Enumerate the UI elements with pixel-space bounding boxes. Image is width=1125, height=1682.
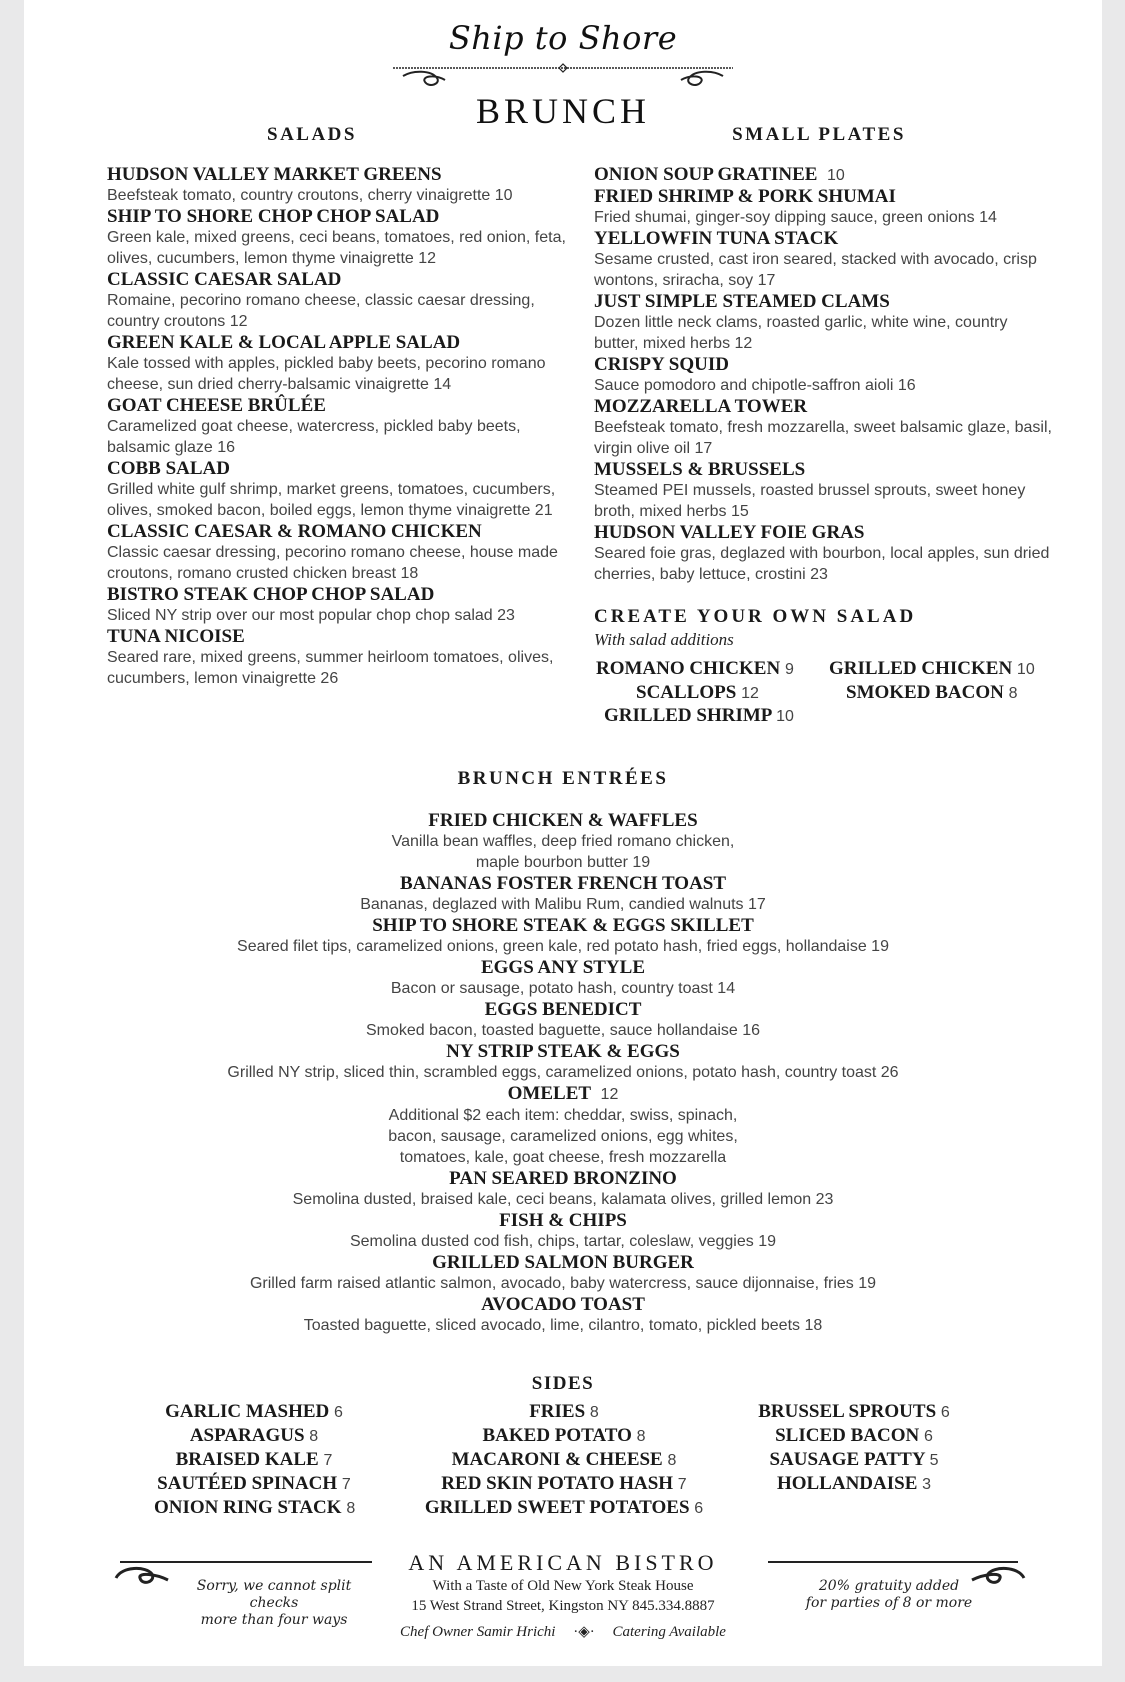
item-description: Toasted baguette, sliced avocado, lime, cilantro, tomato, pickled beets 18 — [303, 1317, 823, 1334]
item-description: Smoked bacon, toasted baguette, sauce hollandaise 16 — [365, 1022, 761, 1039]
item-description: Romaine, pecorino romano cheese, classic caesar dressing, country croutons 12 — [107, 292, 535, 330]
side-item: RED SKIN POTATO HASH 7 — [441, 1473, 687, 1494]
salad-addition: GRILLED CHICKEN 10 — [829, 658, 1035, 679]
item-name: NY STRIP STEAK & EGGS — [446, 1041, 680, 1062]
item-description: Bananas, deglazed with Malibu Rum, candied walnuts 17 — [360, 896, 766, 913]
side-item: GRILLED SWEET POTATOES 6 — [424, 1497, 704, 1518]
item-description: Grilled NY strip, sliced thin, scrambled eggs, caramelized onions, potato hash, country toast 26 — [227, 1064, 899, 1081]
item-description: Green kale, mixed greens, ceci beans, tomatoes, red onion, feta, olives, cucumbers, lemon thyme vinaigrette 12 — [107, 229, 566, 267]
item-description: Classic caesar dressing, pecorino romano cheese, house made croutons, romano crusted chicken breast 18 — [107, 544, 558, 582]
small-plates-heading: SMALL PLATES — [732, 124, 906, 145]
item-name: EGGS BENEDICT — [484, 999, 642, 1020]
small-plates-column — [594, 124, 1054, 585]
menu-item — [594, 459, 1054, 522]
menu-item — [107, 458, 577, 521]
catering-note: Catering Available — [612, 1624, 726, 1640]
item-name: COBB SALAD — [107, 458, 230, 479]
item-name: HUDSON VALLEY MARKET GREENS — [107, 164, 442, 185]
item-name: PAN SEARED BRONZINO — [449, 1168, 677, 1189]
side-item: BRUSSEL SPROUTS 6 — [758, 1401, 950, 1422]
entrees-list — [24, 810, 1102, 1336]
sides-column — [414, 1400, 714, 1520]
menu-item — [24, 1168, 1102, 1210]
item-description: Additional $2 each item: cheddar, swiss, spinach, — [388, 1107, 738, 1124]
sides-heading-wrap — [24, 1373, 1102, 1395]
item-name: CLASSIC CAESAR & ROMANO CHICKEN — [107, 521, 482, 542]
salad-addition: ROMANO CHICKEN 9 — [596, 658, 794, 679]
item-description: Seared rare, mixed greens, summer heirloom tomatoes, olives, cucumbers, lemon vinaigrette 26 — [107, 649, 554, 687]
item-description: Seared filet tips, caramelized onions, green kale, red potato hash, fried eggs, hollandaise 19 — [237, 938, 889, 955]
menu-item — [24, 1252, 1102, 1294]
menu-item — [107, 332, 577, 395]
chef-credit: Chef Owner Samir Hrichi — [400, 1624, 556, 1640]
item-description: Dozen little neck clams, roasted garlic, white wine, country butter, mixed herbs 12 — [594, 314, 1008, 352]
item-description: Beefsteak tomato, fresh mozzarella, sweet balsamic glaze, basil, virgin olive oil 17 — [594, 419, 1052, 457]
item-name: GRILLED SALMON BURGER — [432, 1252, 694, 1273]
item-name: AVOCADO TOAST — [481, 1294, 645, 1315]
salads-column — [107, 124, 577, 689]
entrees-heading: BRUNCH ENTRÉES — [457, 768, 669, 789]
entrees-heading-wrap — [24, 768, 1102, 790]
item-description: Grilled farm raised atlantic salmon, avocado, baby watercress, sauce dijonnaise, fries 19 — [249, 1275, 877, 1292]
side-item: ASPARAGUS 8 — [189, 1425, 319, 1446]
item-name: GREEN KALE & LOCAL APPLE SALAD — [107, 332, 461, 353]
side-item: SAUTÉED SPINACH 7 — [157, 1473, 351, 1494]
menu-item — [24, 999, 1102, 1041]
item-price: 12 — [600, 1086, 619, 1103]
salads-heading: SALADS — [267, 124, 357, 145]
item-name: MOZZARELLA TOWER — [594, 396, 808, 417]
menu-title: BRUNCH — [475, 91, 651, 131]
item-description: Steamed PEI mussels, roasted brussel sprouts, sweet honey broth, mixed herbs 15 — [594, 482, 1026, 520]
item-name: GOAT CHEESE BRÛLÉE — [107, 395, 326, 416]
item-description: Beefsteak tomato, country croutons, cherry vinaigrette 10 — [107, 187, 513, 204]
split-checks-note: Sorry, we cannot split checks more than four ways — [196, 1578, 352, 1628]
menu-item — [24, 873, 1102, 915]
item-description: Fried shumai, ginger-soy dipping sauce, green onions 14 — [594, 209, 997, 226]
side-item: SAUSAGE PATTY 5 — [769, 1449, 939, 1470]
menu-item — [107, 164, 577, 206]
menu-item — [107, 395, 577, 458]
side-item: GARLIC MASHED 6 — [165, 1401, 343, 1422]
item-price: 10 — [826, 167, 845, 184]
item-description: Sliced NY strip over our most popular chop chop salad 23 — [107, 607, 515, 624]
item-name: BANANAS FOSTER FRENCH TOAST — [399, 873, 727, 894]
item-description: Seared foie gras, deglazed with bourbon, local apples, sun dried cherries, baby lettuce, crostini 23 — [594, 545, 1050, 583]
item-name: SHIP TO SHORE STEAK & EGGS SKILLET — [372, 915, 754, 936]
salad-addition: GRILLED SHRIMP 10 — [604, 705, 794, 726]
salad-addition: SCALLOPS 12 — [636, 682, 759, 703]
item-name: OMELET 12 — [507, 1083, 619, 1104]
item-description: tomatoes, kale, goat cheese, fresh mozzarella — [399, 1149, 727, 1166]
sides-column — [739, 1400, 969, 1496]
item-name: EGGS ANY STYLE — [480, 957, 645, 978]
menu-item — [594, 522, 1054, 585]
menu-page — [24, 0, 1102, 1666]
side-item: MACARONI & CHEESE 8 — [451, 1449, 677, 1470]
side-item: SLICED BACON 6 — [775, 1425, 933, 1446]
item-description: maple bourbon butter 19 — [475, 854, 651, 871]
item-name: FRIED CHICKEN & WAFFLES — [428, 810, 698, 831]
restaurant-name: Ship to Shore — [448, 19, 678, 57]
menu-item — [107, 626, 577, 689]
menu-item — [594, 354, 1054, 396]
menu-item — [24, 810, 1102, 873]
menu-item — [107, 269, 577, 332]
menu-item — [24, 1041, 1102, 1083]
menu-item — [24, 1294, 1102, 1336]
side-item: BAKED POTATO 8 — [482, 1425, 646, 1446]
item-name: BISTRO STEAK CHOP CHOP SALAD — [107, 584, 435, 605]
menu-item — [594, 186, 1054, 228]
menu-header — [24, 14, 1102, 130]
sides-column — [154, 1400, 354, 1520]
item-description: Kale tossed with apples, pickled baby beets, pecorino romano cheese, sun dried cherry-balsamic vinaigrette 14 — [107, 355, 546, 393]
salad-addition: SMOKED BACON 8 — [846, 682, 1018, 703]
menu-item — [24, 915, 1102, 957]
menu-item — [107, 584, 577, 626]
footer-tagline: With a Taste of Old New York Steak House — [432, 1578, 694, 1594]
side-item: FRIES 8 — [529, 1401, 599, 1422]
item-name: YELLOWFIN TUNA STACK — [594, 228, 839, 249]
menu-item — [594, 164, 1054, 186]
menu-item — [594, 291, 1054, 354]
gratuity-note: 20% gratuity added for parties of 8 or more — [805, 1578, 973, 1611]
menu-item — [24, 1083, 1102, 1168]
footer-title: AN AMERICAN BISTRO — [408, 1550, 718, 1575]
item-description: Grilled white gulf shrimp, market greens, tomatoes, cucumbers, olives, smoked bacon, boiled eggs, lemon thyme vinaigrette 21 — [107, 481, 556, 519]
item-name: FRIED SHRIMP & PORK SHUMAI — [594, 186, 896, 207]
sides-heading: SIDES — [531, 1373, 595, 1394]
item-name: CRISPY SQUID — [594, 354, 729, 375]
item-description: Semolina dusted, braised kale, ceci beans, kalamata olives, grilled lemon 23 — [292, 1191, 834, 1208]
menu-item — [24, 1210, 1102, 1252]
menu-item — [24, 957, 1102, 999]
item-name: JUST SIMPLE STEAMED CLAMS — [594, 291, 890, 312]
item-name: HUDSON VALLEY FOIE GRAS — [594, 522, 865, 543]
item-description: Vanilla bean waffles, deep fried romano chicken, — [391, 833, 735, 850]
menu-item — [107, 521, 577, 584]
item-name: SHIP TO SHORE CHOP CHOP SALAD — [107, 206, 440, 227]
item-name: CLASSIC CAESAR SALAD — [107, 269, 342, 290]
item-name: ONION SOUP GRATINEE 10 — [594, 164, 845, 185]
item-description: Bacon or sausage, potato hash, country toast 14 — [390, 980, 736, 997]
item-description: Sesame crusted, cast iron seared, stacked with avocado, crisp wontons, sriracha, soy 17 — [594, 251, 1037, 289]
menu-item — [594, 396, 1054, 459]
diamond-icon: ·◈· — [573, 1624, 595, 1640]
side-item: ONION RING STACK 8 — [154, 1497, 356, 1518]
item-description: Sauce pomodoro and chipotle-saffron aioli 16 — [594, 377, 916, 394]
create-salad-subheading: With salad additions — [594, 630, 734, 649]
scroll-divider-icon — [393, 62, 733, 92]
item-name: TUNA NICOISE — [107, 626, 245, 647]
item-description: Semolina dusted cod fish, chips, tartar, coleslaw, veggies 19 — [349, 1233, 776, 1250]
item-name: FISH & CHIPS — [499, 1210, 627, 1231]
item-description: bacon, sausage, caramelized onions, egg whites, — [388, 1128, 738, 1145]
item-description: Caramelized goat cheese, watercress, pickled baby beets, balsamic glaze 16 — [107, 418, 521, 456]
create-salad-block — [594, 606, 1064, 736]
side-item: HOLLANDAISE 3 — [776, 1473, 932, 1494]
create-salad-heading: CREATE YOUR OWN SALAD — [594, 606, 917, 627]
menu-item — [107, 206, 577, 269]
footer-address: 15 West Strand Street, Kingston NY 845.334.8887 — [411, 1598, 715, 1614]
side-item: BRAISED KALE 7 — [175, 1449, 333, 1470]
menu-item — [594, 228, 1054, 291]
item-name: MUSSELS & BRUSSELS — [594, 459, 806, 480]
